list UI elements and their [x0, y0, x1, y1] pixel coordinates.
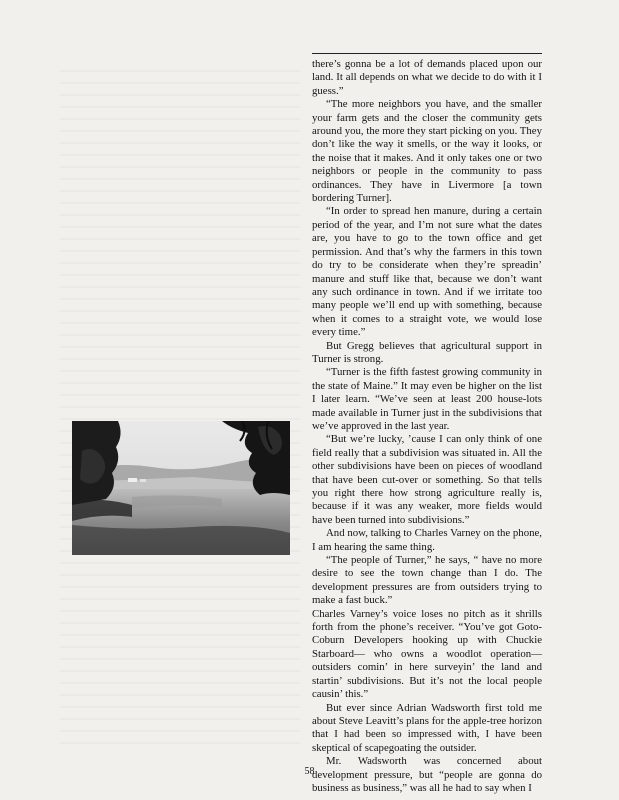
paragraph: Charles Varney’s voice loses no pitch as it shrills forth from the phone’s receiver. “You’ve got Goto-Coburn Developers hooking up with Chuckie Starboard— who owns a woodlot operation— outsiders comin’ in here surveyin’ the land and startin’ subdivisions. But it’s not the local people causin’ this.”: [312, 607, 542, 701]
paragraph: “The more neighbors you have, and the smaller your farm gets and the closer the community gets around you, the more they start picking on you. They don’t like the way it smells, or the way it looks, or the noise that it makes. And it only takes one or two neighbors or people in the community to pass ordinances. They have in Livermore [a town bordering Turner].: [312, 98, 542, 205]
paragraph: Mr. Wadsworth was concerned about development pressure, but “people are gonna do business as business,” was all he had to say when I: [312, 755, 542, 794]
paragraph: But Gregg believes that agricultural support in Turner is strong.: [312, 339, 542, 365]
photo-illustration: [72, 421, 290, 555]
column-top-rule: [312, 53, 542, 54]
paragraph: there’s gonna be a lot of demands placed upon our land. It all depends on what we decide to do with it I guess.”: [312, 58, 542, 97]
bleed-through-text: [60, 70, 300, 750]
paragraph: “Turner is the fifth fastest growing community in the state of Maine.” It may even be higher on the list I later learn. “We’ve seen at least 200 house-lots made available in Turner just in the subdivisions that we’ve approved in the last year.: [312, 366, 542, 432]
paragraph: “In order to spread hen manure, during a certain period of the year, and I’m not sure what the dates are, you have to go to the town office and get permission. And that’s why the farmers in this town do try to be considerate when they’re spreadin’ manure and stuff like that, because we don’t want any such ordinance in town. And if we irritate too many people we’ll end up with something, because when it comes to a straight vote, we would lose every time.”: [312, 205, 542, 339]
lake-landscape-photo: [72, 421, 290, 555]
paragraph: And now, talking to Charles Varney on the phone, I am hearing the same thing.: [312, 527, 542, 553]
paragraph: “But we’re lucky, ’cause I can only think of one field really that a subdivision was situated in. All the other subdivisions have been on pieces of woodland that have been cut-over or something. So that tells you right there how strong agriculture really is, because if it was any weaker, more fields would have been turned into subdivisions.”: [312, 433, 542, 526]
article-column: [312, 58, 542, 795]
paragraph: But ever since Adrian Wadsworth first told me about Steve Leavitt’s plans for the apple-tree horizon that I had been so impressed with, I have been skeptical of scapegoating the outsider.: [312, 701, 542, 754]
paragraph: “The people of Turner,” he says, “ have no more desire to see the town change than I do. The development pressures are from outsiders trying to make a fast buck.”: [312, 554, 542, 607]
page-number: 58: [304, 766, 315, 777]
